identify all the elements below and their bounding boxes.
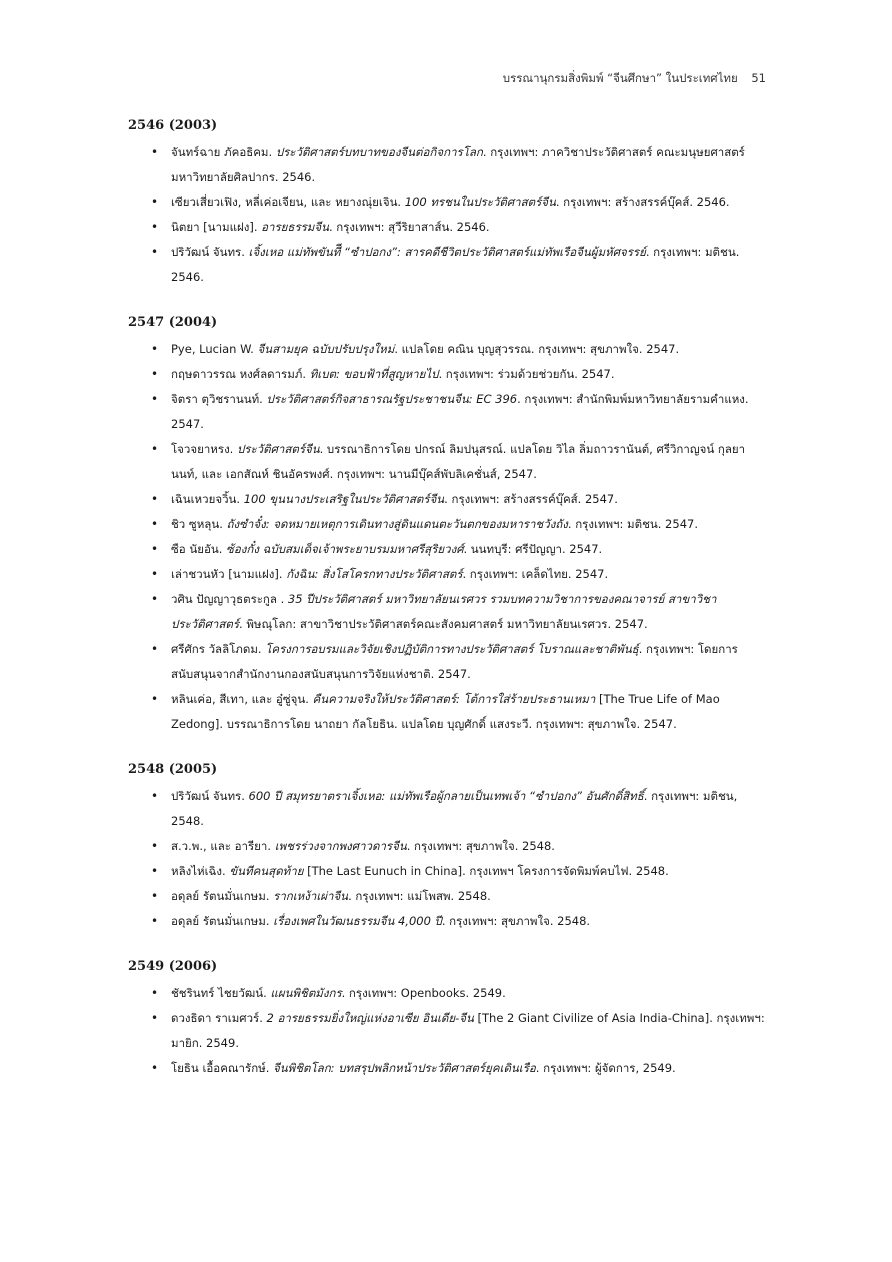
- bullet-icon: •: [150, 692, 159, 706]
- entry-title: กังฉิน: สิ่งโสโครกทางประวัติศาสตร์: [286, 567, 463, 581]
- entry-author: เล่าชวนหัว [นามแฝง].: [171, 567, 287, 581]
- entry-title: ถังซำจั๋ง: จดหมายเหตุการเดินทางสู่ดินแดนตะวันตกของมหาราชวังถัง: [226, 517, 568, 531]
- bullet-icon: •: [150, 367, 159, 381]
- bibliography-entry: [128, 437, 766, 487]
- bullet-icon: •: [150, 567, 159, 581]
- year-heading: 2547 (2004): [128, 315, 218, 330]
- entry-title: ประวัติศาสตร์บทบาทของจีนต่อกิจการโลก: [275, 145, 483, 159]
- bullet-icon: •: [150, 839, 159, 853]
- entry-author: ชิว ซูหลุน.: [171, 517, 227, 531]
- entry-author: จิตรา ตุวิชรานนท์.: [171, 392, 267, 406]
- entry-author: ซือ นัยอัน.: [171, 542, 227, 556]
- entry-title: ประวัติศาสตร์จีน: [237, 442, 320, 456]
- bullet-icon: •: [150, 1011, 159, 1025]
- bibliography-entry: [128, 909, 766, 934]
- entry-publication: . บรรณาธิการโดย ปกรณ์ ลิมปนุสรณ์. แปลโดย วิไล ลิ่มถาวรานันต์, ศรีวิกาญจน์ กุลยานนท์, และ เอกสัณห์ ชินอัครพงศ์. กรุงเทพฯ: นานมีบุ๊คส์พับลิเคชั่นส์, 2547.: [171, 442, 746, 481]
- bullet-icon: •: [150, 914, 159, 928]
- entry-publication: . กรุงเทพฯ: ภาควิชาประวัติศาสตร์ คณะมนุษยศาสตร์ มหาวิทยาลัยศิลปากร. 2546.: [171, 145, 745, 184]
- entry-title: 2 อารยธรรมยิ่งใหญ่แห่งอาเซีย อินเดีย-จีน: [266, 1011, 474, 1025]
- entry-title: 35 ปีประวัติศาสตร์ มหาวิทยาลัยนเรศวร รวมบทความวิชาการของคณาจารย์ สาขาวิชาประวัติศาสตร์: [171, 592, 717, 631]
- entry-publication: . กรุงเทพฯ: โดยการสนับสนุนจากสำนักงานกองสนับสนุนการวิจัยแห่งชาติ. 2547.: [171, 642, 738, 681]
- year-heading: 2546 (2003): [128, 118, 218, 133]
- bibliography-entry: [128, 387, 766, 437]
- entry-publication: [The True Life of Mao Zedong]. บรรณาธิการโดย นาถยา กัลโยธิน. แปลโดย บุญศักดิ์ แสงระวี. กรุงเทพฯ: สุขภาพใจ. 2547.: [171, 692, 720, 731]
- entry-publication: . กรุงเทพฯ: สุขภาพใจ. 2548.: [406, 839, 555, 853]
- entry-title: 600 ปี สมุทรยาตราเจิ้งเหอ: แม่ทัพเรือผู้กลายเป็นเทพเจ้า “ซำปอกง” อันศักดิ์สิทธิ์: [248, 789, 644, 803]
- bullet-icon: •: [150, 789, 159, 803]
- bibliography-entry: [128, 1006, 766, 1056]
- entry-title: เพชรร่วงจากพงศาวดารจีน: [274, 839, 407, 853]
- entry-publication: . พิษณุโลก: สาขาวิชาประวัติศาสตร์คณะสังคมศาสตร์ มหาวิทยาลัยนเรศวร. 2547.: [239, 617, 648, 631]
- entry-publication: . กรุงเทพฯ: ผู้จัดการ, 2549.: [535, 1061, 676, 1075]
- bullet-icon: •: [150, 542, 159, 556]
- entry-title: จีนสามยุค ฉบับปรับปรุงใหม่: [257, 342, 395, 356]
- bullet-icon: •: [150, 492, 159, 506]
- entry-author: Pye, Lucian W.: [171, 342, 258, 356]
- entry-publication: . กรุงเทพฯ: ร่วมด้วยช่วยกัน. 2547.: [438, 367, 615, 381]
- bullet-icon: •: [150, 642, 159, 656]
- entry-author: ส.ว.พ., และ อารียา.: [171, 839, 275, 853]
- bullet-icon: •: [150, 145, 159, 159]
- entry-publication: . กรุงเทพฯ: Openbooks. 2549.: [341, 986, 506, 1000]
- entry-publication: . กรุงเทพฯ: มติชน, 2548.: [171, 789, 738, 828]
- entry-list: [128, 784, 766, 934]
- entry-publication: [The 2 Giant Civilize of Asia India-China]. กรุงเทพฯ: มายิก. 2549.: [171, 1011, 765, 1050]
- bibliography-entry: [128, 215, 766, 240]
- bullet-icon: •: [150, 517, 159, 531]
- bibliography-entry: [128, 587, 766, 637]
- bibliography-entry: [128, 637, 766, 687]
- bibliography-entry: [128, 512, 766, 537]
- entry-publication: . กรุงเทพฯ: สุขภาพใจ. 2548.: [441, 914, 591, 928]
- entry-author: ศรีศักร วัลลิโภดม.: [171, 642, 266, 656]
- entry-publication: . กรุงเทพฯ: สุวีริยาสาส์น. 2546.: [328, 220, 490, 234]
- entry-author: นิตยา [นามแฝง].: [171, 220, 262, 234]
- bullet-icon: •: [150, 986, 159, 1000]
- entry-title: ซ้องกั๋ง ฉบับสมเด็จเจ้าพระยาบรมมหาศรีสุริยวงศ์: [226, 542, 464, 556]
- year-section: [128, 117, 766, 290]
- entry-author: อดุลย์ รัตนมั่นเกษม.: [171, 889, 274, 903]
- entry-publication: . นนทบุรี: ศรีปัญญา. 2547.: [463, 542, 603, 556]
- entry-title: โครงการอบรมและวิจัยเชิงปฏิบัติการทางประวัติศาสตร์ โบราณและชาติพันธุ์: [265, 642, 639, 656]
- entry-author: ดวงธิดา ราเมศวร์.: [171, 1011, 267, 1025]
- entry-list: [128, 981, 766, 1081]
- running-title: บรรณานุกรมสิ่งพิมพ์ “จีนศึกษา” ในประเทศไทย: [502, 71, 738, 85]
- entry-publication: . กรุงเทพฯ: เคล็ดไทย. 2547.: [462, 567, 609, 581]
- entry-publication: . กรุงเทพฯ: มติชน. 2547.: [567, 517, 698, 531]
- bibliography-entry: [128, 240, 766, 290]
- entry-title: เรื่องเพศในวัฒนธรรมจีน 4,000 ปี: [273, 914, 442, 928]
- year-section: [128, 761, 766, 934]
- bibliography-entry: [128, 562, 766, 587]
- bibliography-entry: [128, 687, 766, 737]
- entry-author: เฉินเหวยจวิ้น.: [171, 492, 244, 506]
- entry-title: รากเหง้าเผ่าจีน: [273, 889, 349, 903]
- bibliography-entry: [128, 859, 766, 884]
- bibliography-entry: [128, 1056, 766, 1081]
- bullet-icon: •: [150, 1061, 159, 1075]
- entry-title: ขันทีคนสุดท้าย: [229, 864, 304, 878]
- entry-publication: . กรุงเทพฯ: สำนักพิมพ์มหาวิทยาลัยรามคำแหง. 2547.: [171, 392, 749, 431]
- entry-author: จันทร์ฉาย ภัคอธิคม.: [171, 145, 276, 159]
- entry-title: แผนพิชิตมังกร: [270, 986, 342, 1000]
- bibliography-entry: [128, 487, 766, 512]
- bibliography-entry: [128, 537, 766, 562]
- bullet-icon: •: [150, 442, 159, 456]
- entry-title: อารยธรรมจีน: [261, 220, 329, 234]
- bibliography-entry: [128, 981, 766, 1006]
- bullet-icon: •: [150, 245, 159, 259]
- entry-author: เซียวเสี่ยวเฟิง, หลี่เค่อเจียน, และ หยางณุ่ยเจิน.: [171, 195, 405, 209]
- bibliography-content: [128, 117, 766, 1105]
- entry-publication: . กรุงเทพฯ: แม่โพสพ. 2548.: [348, 889, 491, 903]
- bullet-icon: •: [150, 889, 159, 903]
- entry-publication: . กรุงเทพฯ: มติชน. 2546.: [171, 245, 740, 284]
- entry-author: หลิงไห่เฉิง.: [171, 864, 230, 878]
- entry-title: ประวัติศาสตร์กิจสาธารณรัฐประชาชนจีน: EC 396: [266, 392, 518, 406]
- bullet-icon: •: [150, 392, 159, 406]
- bullet-icon: •: [150, 195, 159, 209]
- entry-title: 100 ขุนนางประเสริฐในประวัติศาสตร์จีน: [243, 492, 445, 506]
- entry-author: กฤษดาวรรณ หงศ์ลดารมภ์.: [171, 367, 310, 381]
- entry-publication: . กรุงเทพฯ: สร้างสรรค์บุ๊คส์. 2546.: [555, 195, 730, 209]
- entry-author: วศิน ปัญญาวุธตระกูล .: [171, 592, 288, 606]
- bibliography-entry: [128, 190, 766, 215]
- year-heading: 2548 (2005): [128, 762, 218, 777]
- entry-title: เจิ้งเหอ แม่ทัพขันทีี “ซำปอกง”: สารคดีชีวิตประวัติศาสตร์แม่ทัพเรือจีนผู้มหัศจรรย์: [248, 245, 646, 259]
- entry-publication: . กรุงเทพฯ: สร้างสรรค์บุ๊คส์. 2547.: [444, 492, 618, 506]
- bullet-icon: •: [150, 592, 159, 606]
- entry-title: จีนพิชิตโลก: บทสรุปพลิกหน้าประวัติศาสตร์ยุคเดินเรือ: [273, 1061, 536, 1075]
- bibliography-entry: [128, 140, 766, 190]
- bullet-icon: •: [150, 342, 159, 356]
- bullet-icon: •: [150, 220, 159, 234]
- bibliography-entry: [128, 834, 766, 859]
- page-number: 51: [751, 71, 766, 85]
- entry-author: หลินเค่อ, สีเทา, และ อู๋ซู่จุน.: [171, 692, 313, 706]
- entry-author: ปริวัฒน์ จันทร.: [171, 789, 249, 803]
- entry-publication: [The Last Eunuch in China]. กรุงเทพฯ โครงการจัดพิมพ์คบไฟ. 2548.: [303, 864, 669, 878]
- year-section: [128, 958, 766, 1081]
- entry-publication: . แปลโดย คณิน บุญสุวรรณ. กรุงเทพฯ: สุขภาพใจ. 2547.: [394, 342, 680, 356]
- year-heading: 2549 (2006): [128, 959, 218, 974]
- bibliography-entry: [128, 337, 766, 362]
- entry-author: โจวจยาหรง.: [171, 442, 237, 456]
- bibliography-entry: [128, 784, 766, 834]
- entry-title: 100 ทรชนในประวัติศาสตร์จีน: [404, 195, 556, 209]
- entry-list: [128, 140, 766, 290]
- bibliography-entry: [128, 884, 766, 909]
- bullet-icon: •: [150, 864, 159, 878]
- running-header: [503, 70, 766, 88]
- entry-author: ชัชรินทร์ ไชยวัฒน์.: [171, 986, 271, 1000]
- bibliography-entry: [128, 362, 766, 387]
- entry-author: โยธิน เอื้อคณารักษ์.: [171, 1061, 274, 1075]
- entry-list: [128, 337, 766, 737]
- entry-author: อดุลย์ รัตนมั่นเกษม.: [171, 914, 274, 928]
- year-section: [128, 314, 766, 737]
- entry-title: คืนความจริงให้ประวัติศาสตร์: โต้การใส่ร้ายประธานเหมา: [312, 692, 596, 706]
- entry-author: ปริวัฒน์ จันทร.: [171, 245, 249, 259]
- entry-title: ทิเบต: ขอบฟ้าที่สูญหายไป: [309, 367, 439, 381]
